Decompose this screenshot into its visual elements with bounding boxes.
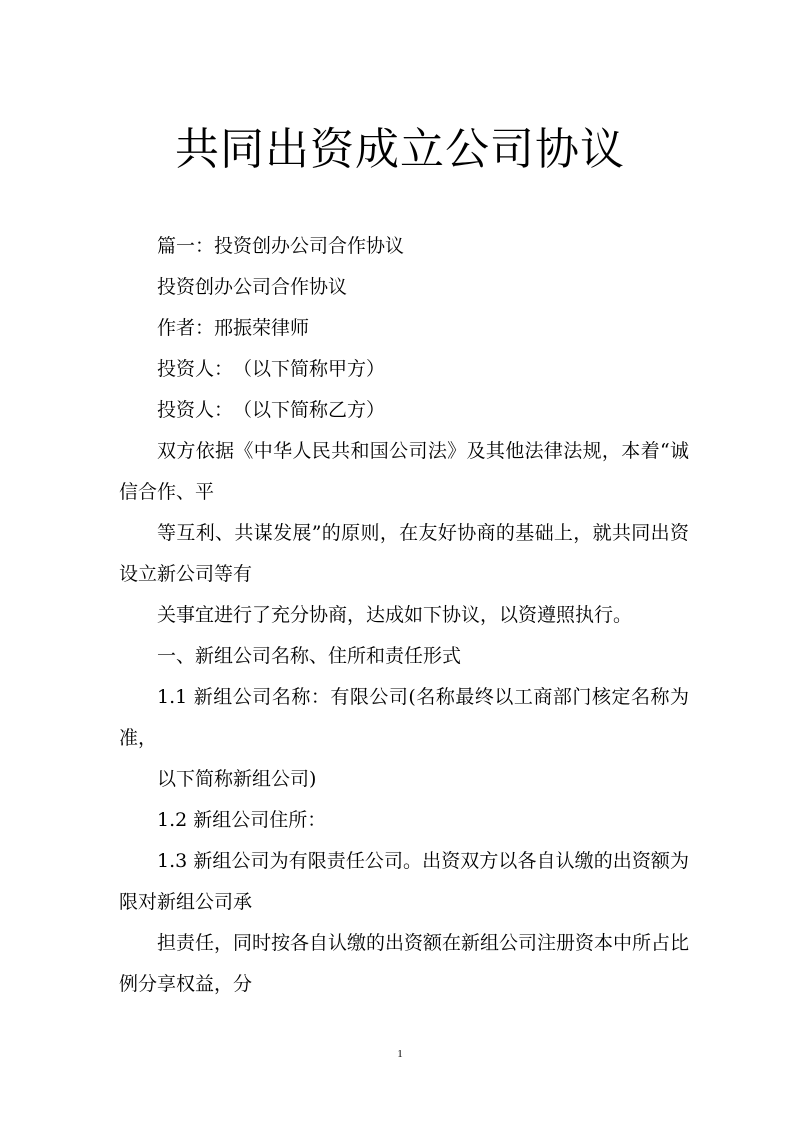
paragraph: 双方依据《中华人民共和国公司法》及其他法律法规，本着“诚信合作、平 xyxy=(119,440,689,503)
clause-continuation: 担责任，同时按各自认缴的出资额在新组公司注册资本中所占比例分享权益，分 xyxy=(119,932,690,995)
paragraph: 篇一：投资创办公司合作协议 xyxy=(157,235,405,257)
document-body xyxy=(119,226,689,1005)
paragraph: 投资人： （以下简称甲方） xyxy=(157,358,386,380)
document-title: 共同出资成立公司协议 xyxy=(175,124,625,175)
paragraph: 投资创办公司合作协议 xyxy=(157,276,348,298)
clause: 1.3 新组公司为有限责任公司。出资双方以各自认缴的出资额为限对新组公司承 xyxy=(119,850,689,913)
paragraph: 等互利、共谋发展”的原则，在友好协商的基础上，就共同出资设立新公司等有 xyxy=(119,522,689,585)
section-heading: 一、新组公司名称、住所和责任形式 xyxy=(157,645,462,667)
clause-continuation: 以下简称新组公司) xyxy=(157,768,317,790)
clause: 1.1 新组公司名称：有限公司(名称最终以工商部门核定名称为准， xyxy=(119,686,689,749)
paragraph: 投资人： （以下简称乙方） xyxy=(157,399,386,421)
page-number: 1 xyxy=(397,1048,403,1060)
paragraph: 关事宜进行了充分协商，达成如下协议，以资遵照执行。 xyxy=(157,604,633,626)
clause: 1.2 新组公司住所： xyxy=(157,809,327,831)
paragraph: 作者：邢振荣律师 xyxy=(157,317,310,339)
